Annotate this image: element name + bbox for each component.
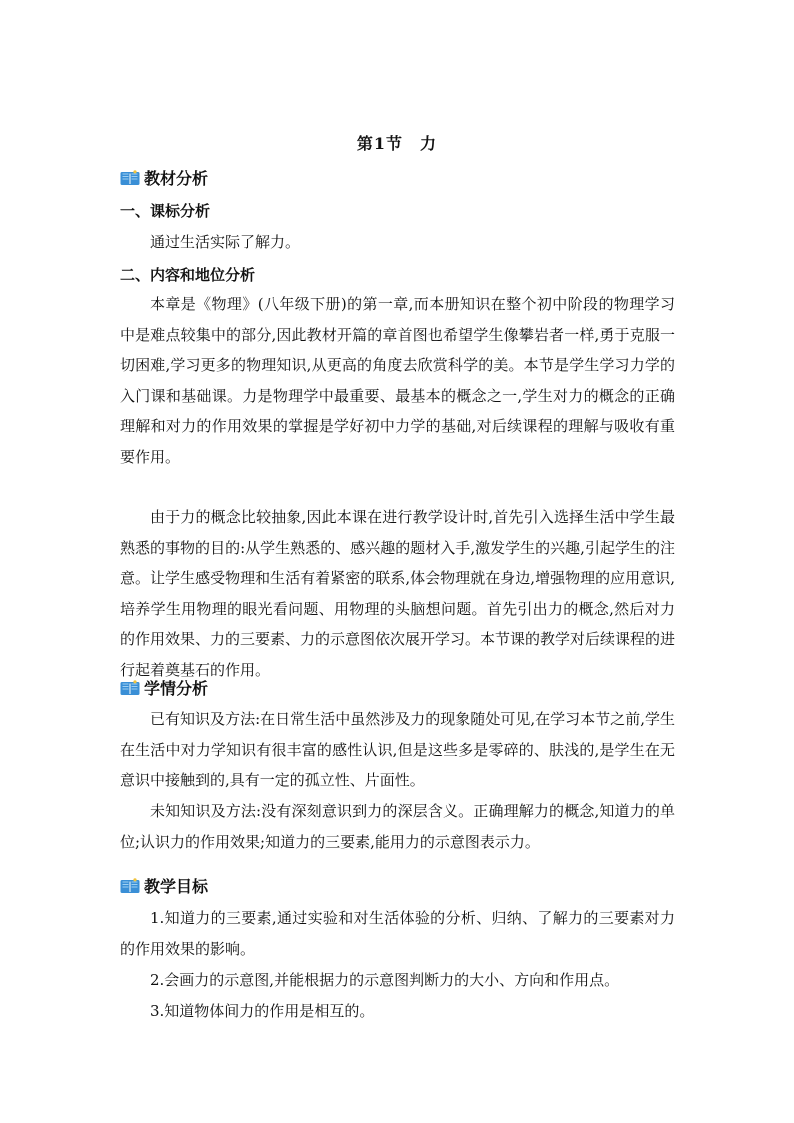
subheading-curriculum: 一、课标分析 (120, 202, 211, 220)
page-title: 第1节 力 (356, 134, 438, 153)
section-heading-text: 教材分析 (144, 169, 209, 188)
book-icon (120, 680, 140, 696)
section-heading-goals (120, 874, 208, 897)
paragraph-content-1: 本章是《物理》(八年级下册)的第一章,而本册知识在整个初中阶段的物理学习中是难点较集中的部分,因此教材开篇的章首图也希望学生像攀岩者一样,勇于克服一切困难,学习更多的物理知识,从更高的角度去欣赏科学的美。本节是学生学习力学的入门课和基础课。力是物理学中最重要、最基本的概念之一,学生对力的概念的正确理解和对力的作用效果的掌握是学好初中力学的基础,对后续课程的理解与吸收有重要作用。 (120, 295, 675, 466)
section-heading-text: 学情分析 (144, 679, 209, 698)
book-icon (120, 878, 140, 894)
book-icon (120, 170, 140, 186)
paragraph-curriculum: 通过生活实际了解力。 (150, 233, 301, 251)
paragraph-students-1: 已有知识及方法:在日常生活中虽然涉及力的现象随处可见,在学习本节之前,学生在生活中对力学知识有很丰富的感性认识,但是这些多是零碎的、肤浅的,是学生在无意识中接触到的,具有一定的孤立性、片面性。 (120, 710, 675, 789)
paragraph-students-2: 未知知识及方法:没有深刻意识到力的深层含义。正确理解力的概念,知道力的单位;认识力的作用效果;知道力的三要素,能用力的示意图表示力。 (120, 802, 675, 851)
section-heading-text: 教学目标 (144, 877, 209, 896)
section-heading-analysis (120, 166, 208, 189)
subheading-content: 二、内容和地位分析 (120, 266, 256, 284)
goal-item-2: 2.会画力的示意图,并能根据力的示意图判断力的大小、方向和作用点。 (150, 971, 620, 989)
section-heading-students (120, 676, 208, 699)
paragraph-content-2: 由于力的概念比较抽象,因此本课在进行教学设计时,首先引入选择生活中学生最熟悉的事物的目的:从学生熟悉的、感兴趣的题材入手,激发学生的兴趣,引起学生的注意。让学生感受物理和生活有着紧密的联系,体会物理就在身边,增强物理的应用意识,培养学生用物理的眼光看问题、用物理的头脑想问题。首先引出力的概念,然后对力的作用效果、力的三要素、力的示意图依次展开学习。本节课的教学对后续课程的进行起着奠基石的作用。 (120, 508, 676, 679)
goal-item-1: 1.知道力的三要素,通过实验和对生活体验的分析、归纳、了解力的三要素对力的作用效果的影响。 (120, 909, 675, 958)
goal-item-3: 3.知道物体间力的作用是相互的。 (150, 1002, 375, 1020)
